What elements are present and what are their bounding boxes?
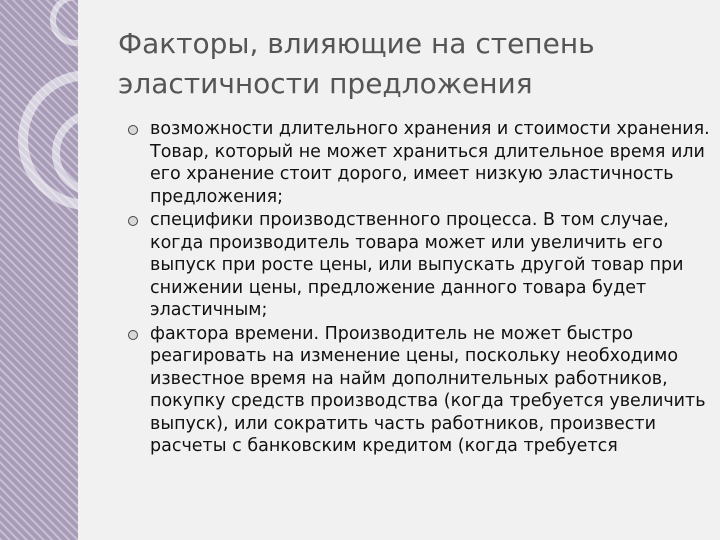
bullet-item	[150, 118, 710, 208]
bullet-list	[150, 118, 710, 459]
decorative-ring	[50, 0, 78, 46]
bullet-text: специфики производственного процесса. В том случае, когда производитель товара может или увеличить его выпуск при росте цены, или выпускать другой товар при снижении цены, предложение данного товара будет эластичным;	[150, 210, 684, 320]
bullet-circle-icon	[128, 216, 138, 226]
slide-title: Факторы, влияющие на степень эластичности предложения	[118, 27, 595, 100]
bullet-text: возможности длительного хранения и стоимости хранения. Товар, который не может храниться длительное время или его хранение стоит дорого, имеет низкую эластичность предложения;	[150, 119, 710, 207]
bullet-item	[150, 209, 710, 322]
slide	[78, 0, 720, 540]
decorative-side-stripe	[0, 0, 78, 540]
bullet-circle-icon	[128, 125, 138, 135]
bullet-item	[150, 323, 710, 458]
bullet-circle-icon	[128, 330, 138, 340]
bullet-text: фактора времени. Производитель не может быстро реагировать на изменение цены, поскольку необходимо известное время на найм дополнительных работников, покупку средств производства (когда требуется увеличить выпуск), или сократить часть работников, произвести расчеты с банковским кредитом (когда требуется	[150, 323, 706, 456]
